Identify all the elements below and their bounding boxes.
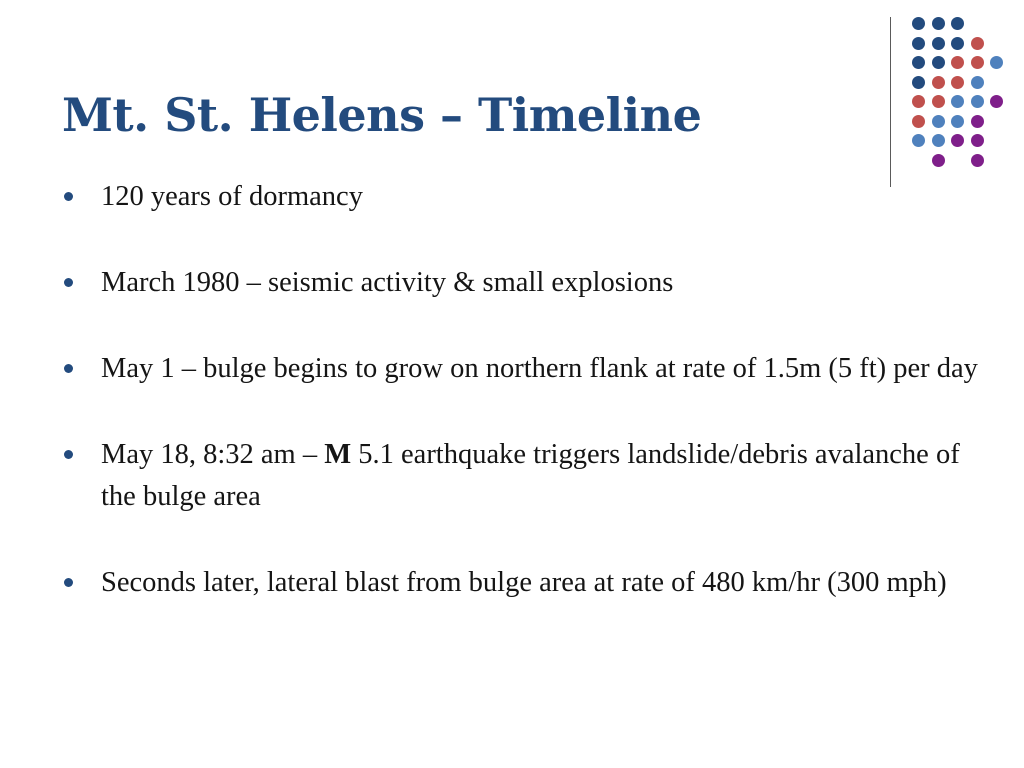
decorative-dot-purple — [951, 134, 964, 147]
bullet-text: March 1980 – seismic activity & small explosions — [101, 267, 674, 298]
bullet-dot-icon — [64, 192, 73, 201]
decorative-dot-red — [971, 37, 984, 50]
decorative-dot-blue — [912, 134, 925, 147]
bullet-item — [62, 262, 982, 304]
bullet-dot-icon — [64, 450, 73, 459]
decorative-dot-red — [932, 95, 945, 108]
bullet-dot-icon — [64, 578, 73, 587]
decorative-dot-navy — [951, 37, 964, 50]
decorative-dot-purple — [971, 134, 984, 147]
decorative-dot-blue — [951, 115, 964, 128]
decorative-dot-navy — [932, 17, 945, 30]
decorative-dot-navy — [912, 37, 925, 50]
slide-title: Mt. St. Helens – Timeline — [62, 88, 702, 142]
decorative-dot-purple — [932, 154, 945, 167]
decorative-dot-purple — [990, 95, 1003, 108]
decorative-dot-blue — [971, 76, 984, 89]
bullet-item — [62, 348, 982, 390]
bullet-item — [62, 434, 982, 518]
bullet-item — [62, 562, 982, 604]
bullet-item — [62, 176, 982, 218]
decorative-dot-red — [932, 76, 945, 89]
decorative-dot-navy — [932, 56, 945, 69]
decorative-dot-red — [951, 56, 964, 69]
decorative-dot-navy — [912, 76, 925, 89]
bullet-text: Seconds later, lateral blast from bulge area at rate of 480 km/hr (300 mph) — [101, 567, 947, 598]
decorative-dot-blue — [971, 95, 984, 108]
bullet-text: 120 years of dormancy — [101, 181, 363, 212]
decorative-dot-red — [971, 56, 984, 69]
decorative-dot-blue — [932, 115, 945, 128]
decorative-dot-red — [951, 76, 964, 89]
decorative-dot-navy — [932, 37, 945, 50]
decorative-dot-purple — [971, 115, 984, 128]
bullet-list — [62, 176, 982, 648]
bullet-text: May 1 – bulge begins to grow on northern flank at rate of 1.5m (5 ft) per day — [101, 353, 978, 384]
bullet-dot-icon — [64, 278, 73, 287]
bullet-dot-icon — [64, 364, 73, 373]
title-divider-line — [890, 17, 891, 187]
decorative-dot-red — [912, 95, 925, 108]
decorative-dot-red — [912, 115, 925, 128]
decorative-dot-blue — [990, 56, 1003, 69]
bullet-text: May 18, 8:32 am – — [101, 439, 325, 470]
decorative-dot-navy — [951, 17, 964, 30]
decorative-dot-blue — [951, 95, 964, 108]
decorative-dot-navy — [912, 17, 925, 30]
bullet-text: 5.1 earthquake triggers landslide/debris avalanche of the bulge area — [101, 439, 960, 512]
magnitude-symbol: M — [324, 439, 352, 470]
decorative-dot-navy — [912, 56, 925, 69]
decorative-dot-blue — [932, 134, 945, 147]
decorative-dot-purple — [971, 154, 984, 167]
